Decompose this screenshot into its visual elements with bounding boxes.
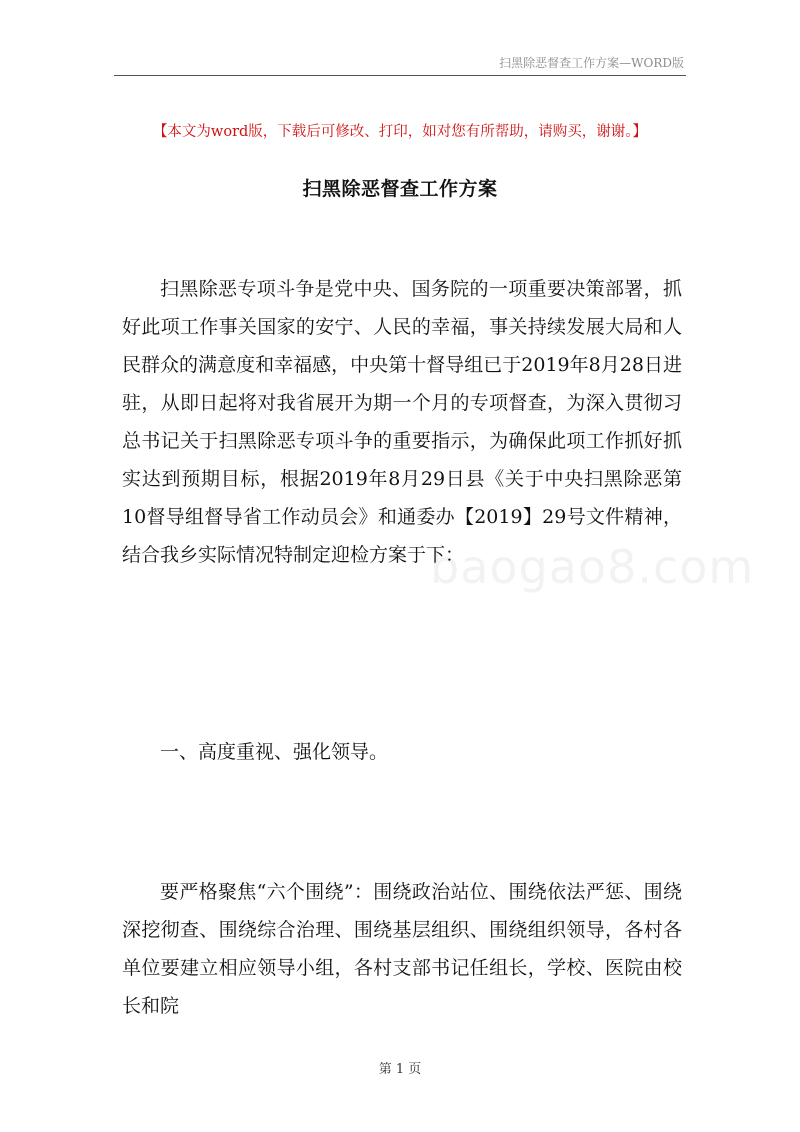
download-notice: 【本文为word版，下载后可修改、打印，如对您有所帮助，请购买，谢谢。】: [152, 124, 648, 140]
intro-paragraph: 扫黑除恶专项斗争是党中央、国务院的一项重要决策部署，抓好此项工作事关国家的安宁、人民的幸福，事关持续发展大局和人民群众的满意度和幸福感，中央第十督导组已于2019年8月28日进驻，从即日起将对我省展开为期一个月的专项督查，为深入贯彻习总书记关于扫黑除恶专项斗争的重要指示，为确保此项工作抓好抓实达到预期目标，根据2019年8月29日县《关于中央扫黑除恶第10督导组督导省工作动员会》和通委办【2019】29号文件精神，结合我乡实际情况特制定迎检方案于下：: [122, 278, 682, 566]
watermark: baogao8.com: [430, 540, 755, 594]
section-heading: 一、高度重视、强化领导。: [160, 741, 389, 763]
document-title: 扫黑除恶督查工作方案: [302, 178, 498, 200]
page-number: 第 1 页: [378, 1062, 422, 1077]
header-divider: [114, 75, 686, 76]
body-paragraph: 要严格聚焦“六个围绕”：围绕政治站位、围绕依法严惩、围绕深挖彻查、围绕综合治理、围绕基层组织、围绕组织领导，各村各单位要建立相应领导小组，各村支部书记任组长，学校、医院由校长和院: [122, 881, 682, 1017]
running-header: 扫黑除恶督查工作方案—WORD版: [499, 56, 684, 70]
